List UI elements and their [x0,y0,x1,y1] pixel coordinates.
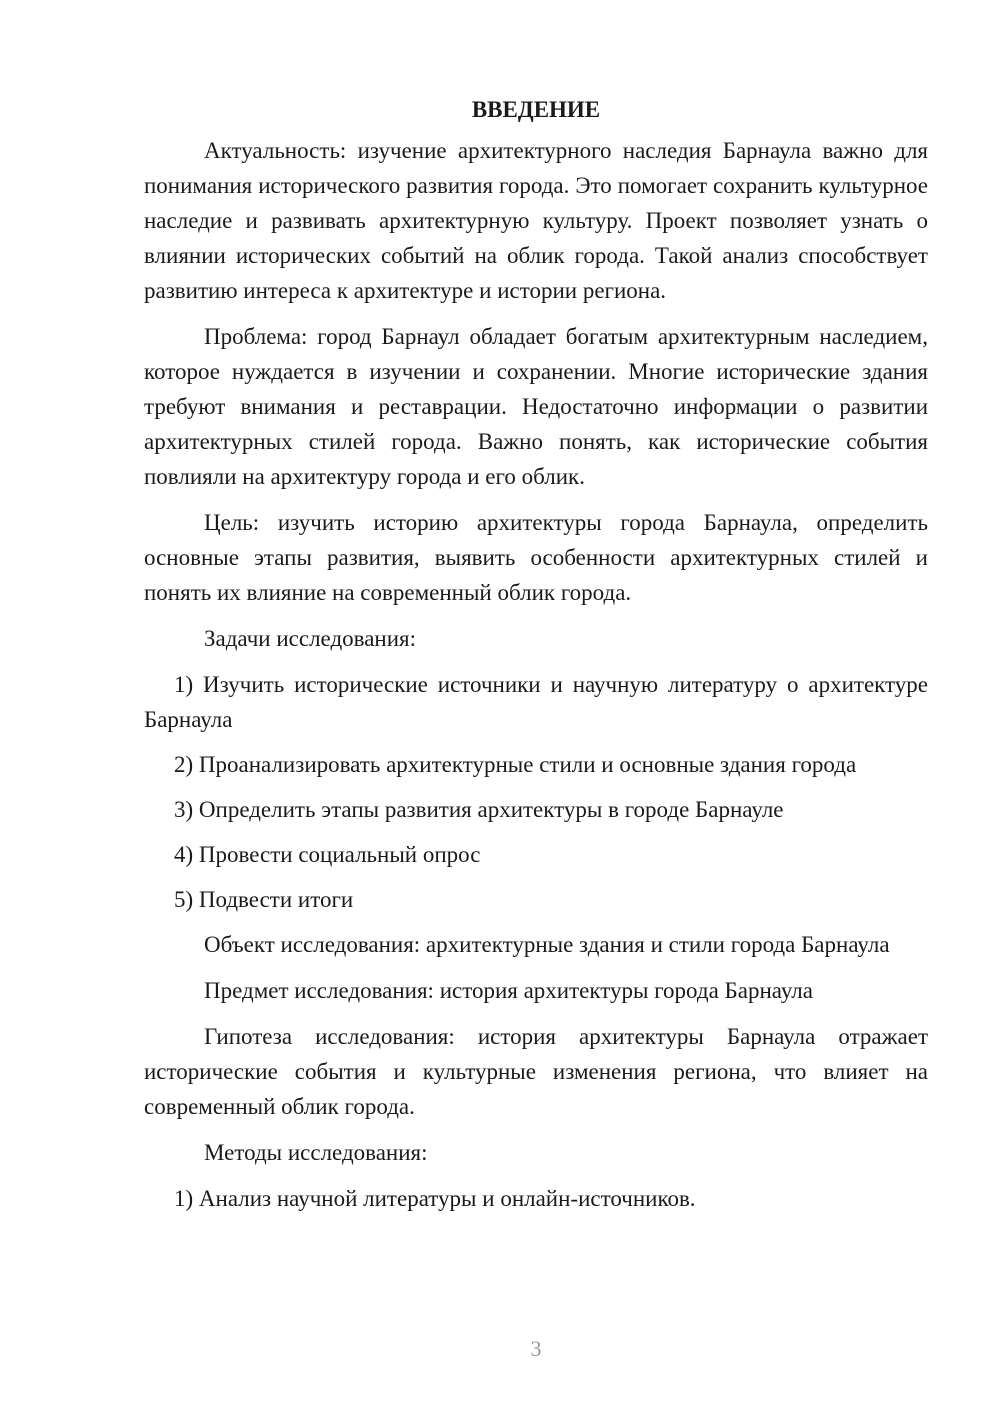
goal-paragraph: Цель: изучить историю архитектуры города Барнаула, определить основные этапы развития, выявить особенности архитектурных стилей и понять их влияние на современный облик города. [144,510,928,605]
task-item-3: 3) Определить этапы развития архитектуры в городе Барнауле [174,797,784,822]
task-item-1: 1) Изучить исторические источники и научную литературу о архитектуре Барнаула [144,672,928,732]
task-item-4: 4) Провести социальный опрос [174,842,481,867]
relevance-paragraph: Актуальность: изучение архитектурного наследия Барнаула важно для понимания исторического развития города. Это помогает сохранить культурное наследие и развивать архитектурную культуру. Проект позволяет узнать о влиянии исторических событий на облик города. Такой анализ способствует развитию интереса к архитектуре и истории региона. [144,138,928,303]
object-paragraph: Объект исследования: архитектурные здания и стили города Барнаула [204,932,890,957]
subject-paragraph: Предмет исследования: история архитектуры города Барнаула [204,978,813,1003]
document-body [144,92,928,1226]
task-item-5: 5) Подвести итоги [174,887,354,912]
problem-paragraph: Проблема: город Барнаул обладает богатым архитектурным наследием, которое нуждается в изучении и сохранении. Многие исторические здания требуют внимания и реставрации. Недостаточно информации о развитии архитектурных стилей города. Важно понять, как исторические события повлияли на архитектуру города и его облик. [144,324,928,489]
tasks-heading: Задачи исследования: [204,626,417,651]
page-title: ВВЕДЕНИЕ [471,97,601,122]
methods-heading: Методы исследования: [204,1140,428,1165]
method-item-1: 1) Анализ научной литературы и онлайн-источников. [174,1186,696,1211]
page-number: 3 [530,1336,542,1361]
task-item-2: 2) Проанализировать архитектурные стили и основные здания города [174,752,857,777]
hypothesis-paragraph: Гипотеза исследования: история архитектуры Барнаула отражает исторические события и культурные изменения региона, что влияет на современный облик города. [144,1024,928,1119]
